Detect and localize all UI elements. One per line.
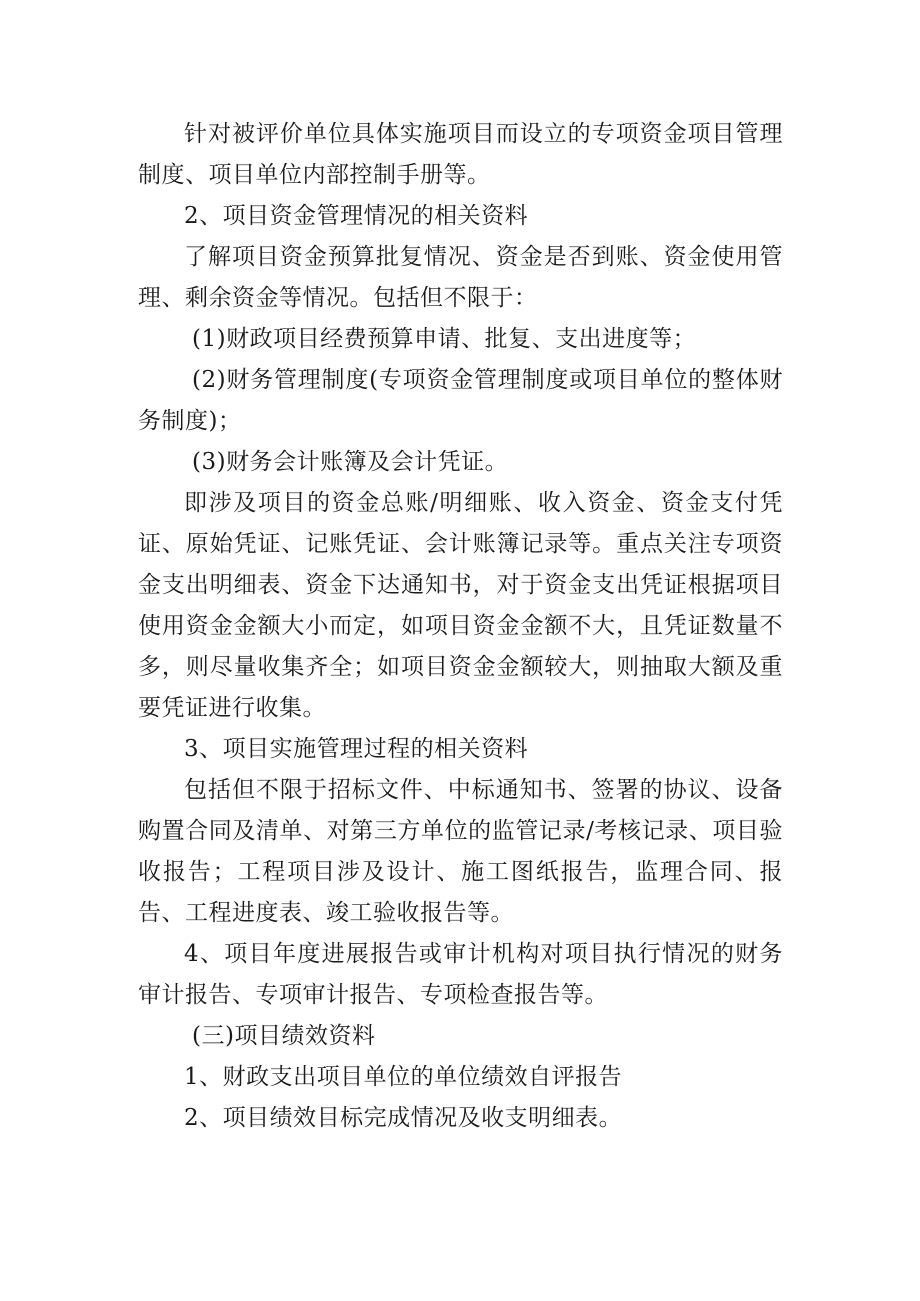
heading-implementation: 3、项目实施管理过程的相关资料 — [184, 736, 529, 762]
list-item-finance-system: (2)财务管理制度(专项资金管理制度或项目单位的整体财务制度)； — [138, 367, 783, 434]
list-item-budget: (1)财政项目经费预算申请、批复、支出进度等； — [192, 326, 697, 352]
paragraph-management-system: 针对被评价单位具体实施项目而设立的专项资金项目管理制度、项目单位内部控制手册等。 — [138, 121, 783, 188]
paragraph-vouchers: 即涉及项目的资金总账/明细账、收入资金、资金支付凭证、原始凭证、记账凭证、会计账簿记录等。重点关注专项资金支出明细表、资金下达通知书，对于资金支出凭证根据项目使用资金金额大小而定，如项目资金金额不大，且凭证数量不多，则尽量收集齐全；如项目资金金额较大，则抽取大额及重要凭证进行收集。 — [138, 490, 783, 721]
document-body — [138, 114, 783, 1139]
list-item-self-evaluation: 1、财政支出项目单位的单位绩效自评报告 — [184, 1064, 623, 1090]
paragraph-implementation-materials: 包括但不限于招标文件、中标通知书、签署的协议、设备购置合同及清单、对第三方单位的监管记录/考核记录、项目验收报告；工程项目涉及设计、施工图纸报告，监理合同、报告、工程进度表、竣工验收报告等。 — [138, 777, 783, 926]
list-item-performance-goals: 2、项目绩效目标完成情况及收支明细表。 — [184, 1105, 623, 1131]
paragraph-annual-report: 4、项目年度进展报告或审计机构对项目执行情况的财务审计报告、专项审计报告、专项检查报告等。 — [138, 941, 783, 1008]
heading-fund-management: 2、项目资金管理情况的相关资料 — [184, 203, 529, 229]
list-item-accounting-books: (3)财务会计账簿及会计凭证。 — [192, 449, 509, 475]
heading-performance-materials: (三)项目绩效资料 — [192, 1023, 376, 1049]
paragraph-fund-overview: 了解项目资金预算批复情况、资金是否到账、资金使用管理、剩余资金等情况。包括但不限于： — [138, 244, 783, 311]
